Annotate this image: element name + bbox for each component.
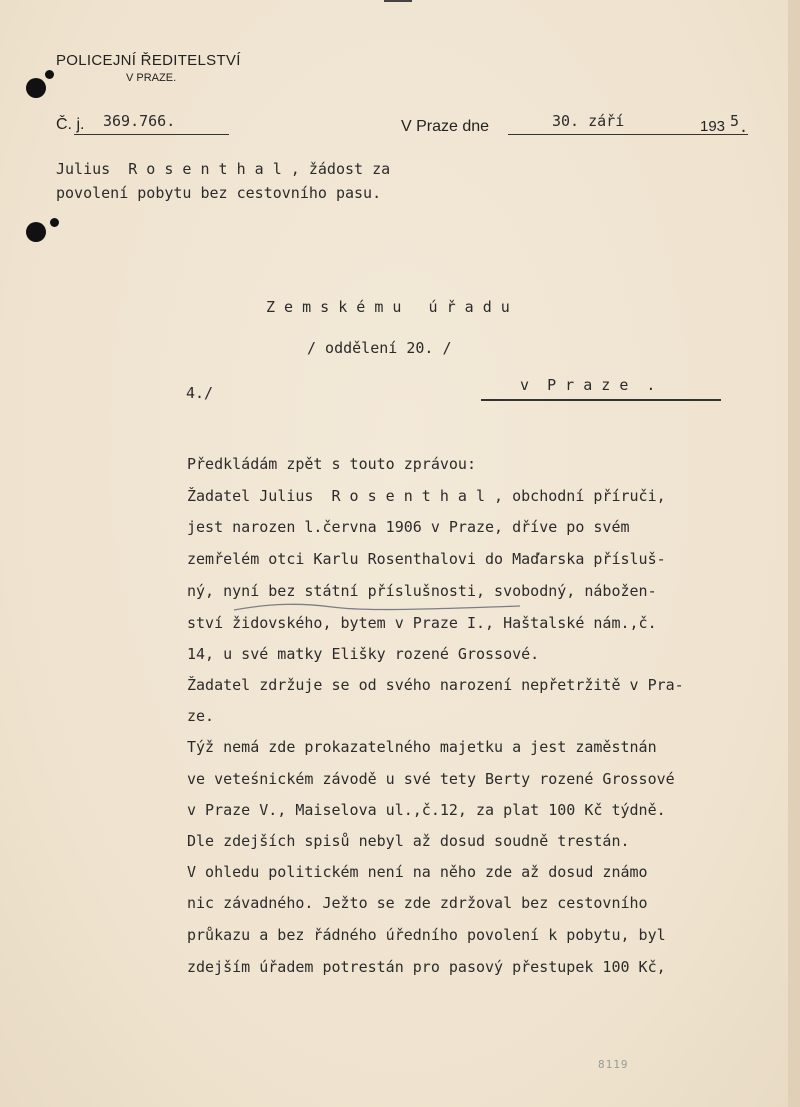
body-line: Dle zdejších spisů nebyl až dosud soudně trestán. <box>187 832 630 850</box>
body-line: jest narozen l.června 1906 v Praze, dříve po svém <box>187 518 630 536</box>
body-line: v Praze V., Maiselova ul.,č.12, za plat 100 Kč týdně. <box>187 801 666 819</box>
pencil-underline <box>232 601 522 615</box>
body-line: 14, u své matky Elišky rozené Grossové. <box>187 645 540 663</box>
subject-line-2: povolení pobytu bez cestovního pasu. <box>56 184 382 202</box>
body-line: zdejším úřadem potrestán pro pasový přestupek 100 Kč, <box>187 958 666 976</box>
date-terminal: . <box>739 118 749 136</box>
body-line: Předkládám zpět s touto zprávou: <box>187 455 476 473</box>
date-day-month: 30. září <box>552 112 625 130</box>
letterhead-city: V PRAZE. <box>126 72 177 84</box>
punch-hole-top-small <box>45 70 54 79</box>
punch-hole-top <box>26 78 46 98</box>
body-line: V ohledu politickém není na něho zde až dosud známo <box>187 863 648 881</box>
item-number: 4./ <box>186 384 214 402</box>
letterhead-organization: POLICEJNÍ ŘEDITELSTVÍ <box>56 52 241 69</box>
date-place-prefix: V Praze dne <box>401 118 490 135</box>
reference-prefix: Č. j. <box>56 116 85 133</box>
archive-stamp: 8119 <box>598 1058 629 1071</box>
punch-hole-bottom-small <box>50 218 59 227</box>
body-line: zemřelém otci Karlu Rosenthalovi do Maďarska přísluš- <box>187 550 666 568</box>
body-line: nic závadného. Ježto se zde zdržoval bez cestovního <box>187 894 648 912</box>
reference-number: 369.766. <box>103 112 176 130</box>
body-line: ve veteśnickém závodě u své tety Berty rozené Grossové <box>187 770 675 788</box>
reference-underline <box>74 134 229 135</box>
date-year-digit <box>730 112 749 136</box>
addressee-city-underline <box>481 399 721 401</box>
body-line: Žadatel Julius R o s e n t h a l , obchodní příruči, <box>187 487 666 505</box>
addressee-department: / oddělení 20. / <box>307 339 452 357</box>
punch-hole-bottom <box>26 222 46 242</box>
body-line: průkazu a bez řádného úředního povolení k pobytu, byl <box>187 926 666 944</box>
body-line: ze. <box>187 707 215 725</box>
addressee-office: Z e m s k é m u ú ř a d u <box>266 298 510 316</box>
date-year-base: 193 <box>700 118 726 135</box>
subject-line-1: Julius R o s e n t h a l , žádost za <box>56 160 391 178</box>
date-year-digit-value: 5 <box>730 112 740 130</box>
body-line: Týž nemá zde prokazatelného majetku a jest zaměstnán <box>187 738 657 756</box>
paper-edge <box>788 0 800 1107</box>
addressee-city: v P r a z e . <box>520 376 656 394</box>
top-mark <box>384 0 412 2</box>
body-line: ství židovského, bytem v Praze I., Haštalské nám.,č. <box>187 614 657 632</box>
body-line: ný, nyní bez státní příslušnosti, svobodný, nábožen- <box>187 582 657 600</box>
body-line: Žadatel zdržuje se od svého narození nepřetržitě v Pra- <box>187 676 684 694</box>
date-year-prefix <box>700 118 725 135</box>
